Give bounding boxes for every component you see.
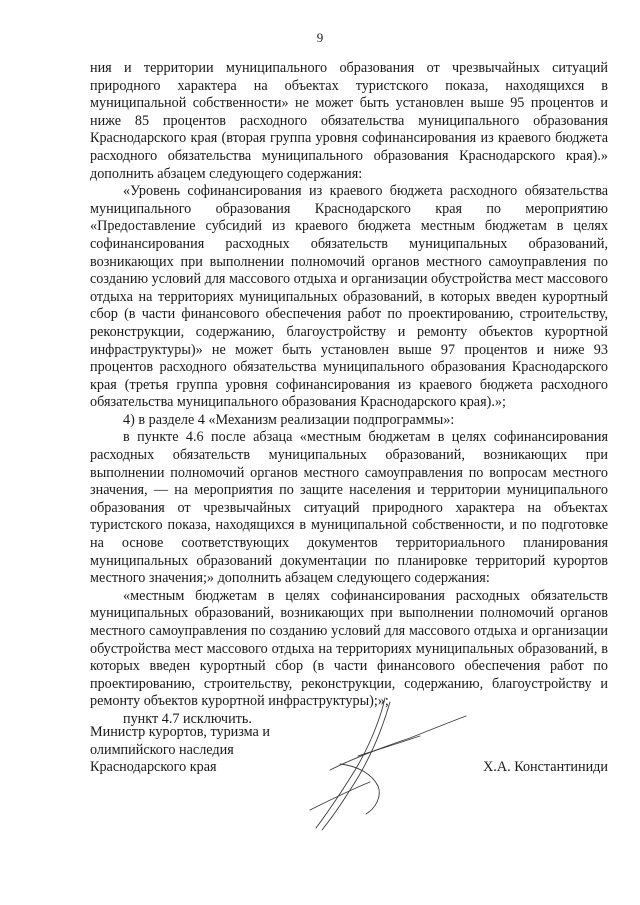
handwritten-signature [300, 690, 470, 840]
signer-title-line: Краснодарского края [90, 759, 217, 776]
paragraph-point-4-6: в пункте 4.6 после абзаца «местным бюджетам в целях софинансирования расходных обязательств муниципальных образований, возникающих при выполнении полномочий органов местного самоуправления по вопросам местного значения, — на мероприятия по защите населения и территории муниципального образования от чрезвычайных ситуаций природного характера на объектах туристского показа, находящихся в муниципальной собственности, и по подготовке на основе соответствующих документов территориального планирования муниципальных образований документации по планировке территорий курортов местного значения;» дополнить абзацем следующего содержания: [90, 429, 608, 587]
paragraph-continuation: ния и территории муниципального образования от чрезвычайных ситуаций природного характера на объектах туристского показа, находящихся в муниципальной собственности» не может быть установлен выше 95 процентов и ниже 85 процентов расходного обязательства муниципального образования Краснодарского края (вторая группа уровня софинансирования из краевого бюджета расходного обязательства муниципального образования Краснодарского края).» дополнить абзацем следующего содержания: [90, 60, 608, 182]
document-body [90, 60, 608, 729]
paragraph-cofinancing-level: «Уровень софинансирования из краевого бюджета расходного обязательства муниципального образования Краснодарского края по мероприятию «Предоставление субсидий из краевого бюджета местным бюджетам в целях софинансирования расходных обязательств муниципальных образований, возникающих при выполнении полномочий органов местного самоуправления по созданию условий для массового отдыха и организации обустройства мест массового отдыха на территориях муниципальных образований, в которых введен курортный сбор (в части финансового обеспечения работ по проектированию, строительству, реконструкции, содержанию, благоустройству и ремонту объектов курортной инфраструктуры)» не может быть установлен выше 97 процентов и ниже 93 процентов расходного обязательства муниципального образования Краснодарского края (третья группа уровня софинансирования из краевого бюджета расходного обязательства муниципального образования Краснодарского края).»; [90, 183, 608, 411]
page-number: 9 [316, 30, 324, 45]
signer-title [90, 724, 270, 777]
paragraph-local-budgets: «местным бюджетам в целях софинансирования расходных обязательств муниципальных образований, возникающих при выполнении полномочий органов местного самоуправления по созданию условий для массового отдыха и организации обустройства мест массового отдыха на территориях муниципальных образований, в которых введен курортный сбор (в части финансового обеспечения работ по проектированию, строительству, реконструкции, содержанию, благоустройству и ремонту объектов курортной инфраструктуры);»; [90, 587, 608, 710]
paragraph-point-4-7: пункт 4.7 исключить. [123, 710, 252, 727]
paragraph-section-4: 4) в разделе 4 «Механизм реализации подпрограммы»: [123, 411, 455, 428]
signer-title-line: олимпийского наследия [90, 741, 234, 758]
signer-name: Х.А. Константиниди [483, 759, 608, 775]
signer-title-line: Министр курортов, туризма и [90, 724, 270, 740]
